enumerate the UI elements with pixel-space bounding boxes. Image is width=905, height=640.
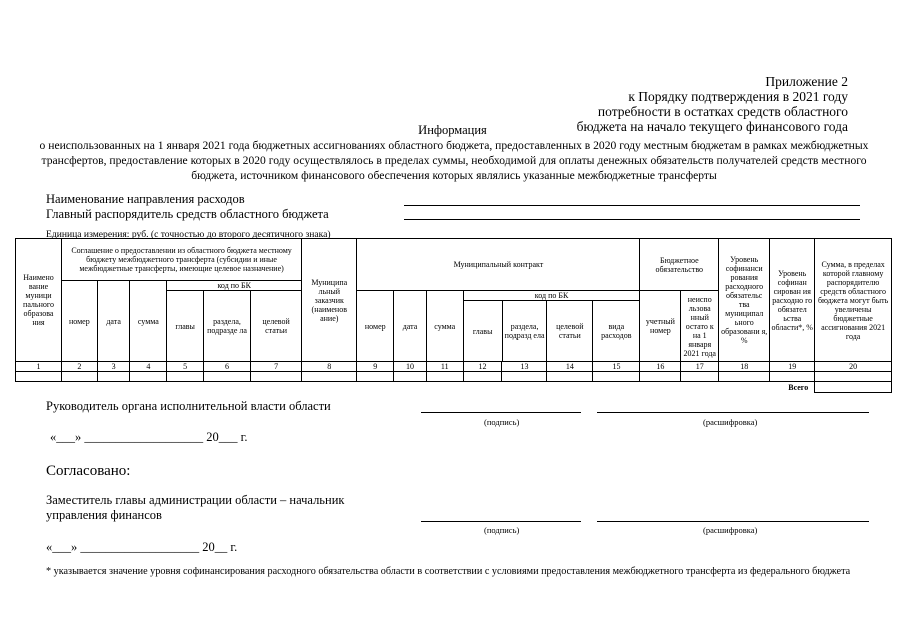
bk-code-header: код по БК [167,281,302,291]
direction-line[interactable] [404,205,860,206]
col-customer: Муниципа льный заказчик (наименов ание) [302,239,357,362]
col-num: 1 [16,362,62,372]
head-sign-line[interactable] [421,412,581,413]
col-num: 8 [302,362,357,372]
decode-hint: (расшифровка) [703,417,758,427]
col-num: 17 [681,362,719,372]
contract-bk-cell [463,291,640,362]
sign-hint: (подпись) [484,417,520,427]
col-cofin-region: Уровень софинан сирован ия расходно го обязател ьства области*, % [770,239,815,362]
document-intro: о неиспользованных на 1 января 2021 года бюджетных ассигнованиях областного бюджета, предоставленных в 2020 году местным бюджетам в рамках межбюджетных трансфертов, предоставление которых в 2020 году осуществлялось в пределах суммы, необходимой для оплаты денежных обязательств получателей средств местного бюджета, источником финансового обеспечения которых являлись указанные межбюджетные трансферты [39,139,869,182]
document-title: Информация [418,123,487,137]
sign-hint-2: (подпись) [484,525,520,535]
deputy-sign-line[interactable] [421,521,581,522]
report-table [15,238,892,393]
col-num: 19 [770,362,815,372]
manager-line[interactable] [404,219,860,220]
col-num: 20 [815,362,892,372]
col-num: 5 [167,362,204,372]
contract-bk-subtable [464,291,640,361]
col-bk-section: раздела, подразде ла [204,291,251,362]
col-num: 12 [463,362,502,372]
decode-hint-2: (расшифровка) [703,525,758,535]
col-num: 2 [61,362,97,372]
date-line-1: «___» ___________________ 20___ г. [50,430,248,444]
col-contract-date: дата [394,291,427,362]
manager-label: Главный распорядитель средств областного бюджета [46,207,329,221]
date-line-2: «___» ___________________ 20__ г. [46,540,238,554]
contract-group: Муниципальный контракт [357,239,640,291]
col-num: 10 [394,362,427,372]
column-numbers-row [16,362,892,372]
col-num: 11 [426,362,463,372]
col-c-item: целевой статьи [547,301,593,362]
col-acct-number: учетный номер [640,291,681,362]
appendix-line: Приложение 2 [765,74,848,89]
col-num: 13 [502,362,547,372]
col-agreement-sum: сумма [130,281,167,362]
col-cofin-level: Уровень софинанси рования расходного обязательс тва муниципал ьного образовани я, % [719,239,770,362]
deputy-decode-line[interactable] [597,521,869,522]
col-num: 7 [251,362,302,372]
appendix-line: бюджета на начало текущего финансового года [576,119,848,134]
col-num: 18 [719,362,770,372]
agreement-group: Соглашение о предоставлении из областного бюджета местному бюджету межбюджетного трансферта (субсидии и иные межбюджетные трансферты, имеющие целевое назначение) [61,239,301,281]
col-num: 15 [593,362,640,372]
total-label: Всего [788,382,809,392]
col-amount: Сумма, в пределах которой главному распорядителю средств областного бюджета могут быть увеличены бюджетные ассигнования 2021 года [815,239,892,362]
table-row [16,372,892,382]
col-unused: неиспо льзова нный остато к на 1 января 2021 года [681,291,719,362]
col-agreement-date: дата [97,281,130,362]
col-c-chapter: главы [464,301,503,362]
total-value [815,382,892,393]
direction-label: Наименование направления расходов [46,192,245,206]
appendix-line: к Порядку подтверждения в 2021 году [628,89,848,104]
col-num: 9 [357,362,394,372]
budget-obligation-group: Бюджетное обязательство [640,239,719,291]
col-bk-item: целевой статьи [251,291,302,362]
total-row [16,382,892,393]
footnote: * указывается значение уровня софинансирования расходного обязательства области в соответствии с условиями предоставления межбюджетного трансферта из федерального бюджета [46,566,851,577]
head-label: Руководитель органа исполнительной власти области [46,399,331,413]
col-municipality: Наимено вание муници пального образова ния [16,239,62,362]
deputy-label: Заместитель главы администрации области – начальник управления финансов [46,493,345,522]
col-contract-number: номер [357,291,394,362]
col-bk-chapter: главы [167,291,204,362]
contract-bk-code-header: код по БК [464,291,640,301]
col-c-section: раздела, подразд ела [502,301,547,362]
col-num: 3 [97,362,130,372]
col-c-expense: вида расходов [601,322,632,340]
head-decode-line[interactable] [597,412,869,413]
col-num: 4 [130,362,167,372]
col-contract-sum: сумма [426,291,463,362]
appendix-line: потребности в остатках средств областного [597,104,848,119]
col-agreement-number: номер [61,281,97,362]
col-num: 14 [547,362,593,372]
col-num: 16 [640,362,681,372]
col-num: 6 [204,362,251,372]
agreed-label: Согласовано: [46,463,131,479]
units-note: Единица измерения: руб. (с точностью до второго десятичного знака) [46,229,331,240]
